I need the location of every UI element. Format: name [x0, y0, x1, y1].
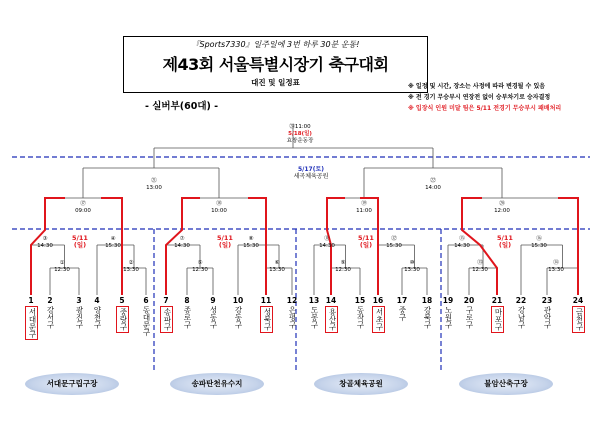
team-name: 용산구 — [325, 306, 338, 333]
note-entrance: ※ 입장식 인원 미달 팀은 5/11 전경기 무승부시 패배처리 — [408, 105, 562, 112]
final-time: 11:00 — [294, 124, 311, 130]
match-number: ⑧ — [248, 236, 254, 242]
team-name: 금천구 — [572, 306, 585, 333]
team-number: 1 — [28, 296, 34, 305]
match-number: ⑲ — [361, 201, 367, 207]
team-name: 송파구 — [160, 306, 173, 333]
slogan: 『Sports7330』일주일에 3번 하루 30분 운동! — [191, 40, 360, 49]
quarter-match — [484, 201, 520, 215]
round2-match — [376, 236, 412, 250]
team-number: 6 — [143, 296, 149, 305]
team-name: 노원구 — [444, 306, 453, 329]
quarter-match — [65, 201, 101, 215]
team-number: 17 — [396, 296, 408, 305]
match-time: 14:30 — [37, 243, 53, 249]
semi-date: 5/17(토) — [298, 166, 324, 173]
team-number: 2 — [47, 296, 53, 305]
team-number: 24 — [572, 296, 584, 305]
note-penalty: ※ 전 경기 무승부시 연장전 없이 승부차기로 승자결정 — [408, 94, 551, 101]
round2-match — [95, 236, 131, 250]
round2-match — [164, 236, 200, 250]
team-name: 강서구 — [46, 306, 55, 329]
match-time: 09:00 — [75, 208, 91, 214]
match-time: 12:30 — [335, 267, 351, 273]
team-name: 구로구 — [465, 306, 474, 329]
page-title: 제43회 서울특별시장기 축구대회 — [162, 55, 389, 74]
team-name: 양천구 — [93, 306, 102, 329]
team-name: 도봉구 — [310, 306, 319, 329]
match-time: 14:30 — [454, 243, 470, 249]
match-time: 14:30 — [174, 243, 190, 249]
team-number: 3 — [76, 296, 82, 305]
match-time: 12:30 — [192, 267, 208, 273]
team-number: 15 — [354, 296, 366, 305]
team-number: 19 — [442, 296, 454, 305]
team-name: 서대문구 — [25, 306, 38, 340]
match-time: 10:00 — [211, 208, 227, 214]
round1-match — [113, 260, 149, 274]
semi-match — [136, 178, 172, 192]
team-name: 동작구 — [356, 306, 365, 329]
final-match — [270, 124, 330, 145]
team-name: 종로구 — [183, 306, 192, 329]
team-number: 12 — [286, 296, 298, 305]
winner-path — [558, 198, 578, 295]
match-time: 12:00 — [494, 208, 510, 214]
match-number: ㉒ — [430, 178, 436, 184]
round-date: 5/11 (일) — [497, 234, 513, 249]
team-name: 성북구 — [260, 306, 273, 333]
team-name: 관악구 — [543, 306, 552, 329]
team-name: 마포구 — [491, 306, 504, 333]
match-time: 13:00 — [146, 185, 162, 191]
match-number: ① — [59, 260, 65, 266]
team-number: 4 — [94, 296, 100, 305]
round1-match — [44, 260, 80, 274]
team-number: 5 — [119, 296, 125, 305]
team-number: 23 — [541, 296, 553, 305]
team-name: 강남구 — [517, 306, 526, 329]
team-number: 7 — [163, 296, 169, 305]
match-number: ⑪ — [324, 236, 330, 242]
division-label: - 실버부(60대) - — [145, 101, 219, 112]
team-name: 성동구 — [209, 306, 218, 329]
match-number: ④ — [110, 236, 116, 242]
match-number: ⑨ — [340, 260, 346, 266]
round1-match — [182, 260, 218, 274]
team-number: 8 — [184, 296, 190, 305]
quarter-match — [201, 201, 237, 215]
round-date: 5/11 (일) — [358, 234, 374, 249]
match-number: ⑫ — [391, 236, 397, 242]
team-number: 10 — [232, 296, 244, 305]
team-name: 광진구 — [75, 306, 84, 329]
round1-match — [325, 260, 361, 274]
match-number: ⑱ — [216, 201, 222, 207]
team-name: 동대문구 — [142, 306, 151, 336]
match-time: 12:30 — [54, 267, 70, 273]
team-name: 강북구 — [423, 306, 432, 329]
semi-match — [415, 178, 451, 192]
match-time: 13:30 — [404, 267, 420, 273]
page-subtitle: 대진 및 일정표 — [251, 78, 300, 87]
round2-match — [444, 236, 480, 250]
team-number: 11 — [260, 296, 272, 305]
match-time: 11:00 — [356, 208, 372, 214]
match-time: 13:30 — [548, 267, 564, 273]
team-number: 13 — [308, 296, 320, 305]
match-time: 13:30 — [123, 267, 139, 273]
match-time: 14:00 — [425, 185, 441, 191]
match-number: ⑦ — [179, 236, 185, 242]
team-name: 중구 — [398, 306, 407, 321]
round1-match — [462, 260, 498, 274]
team-number: 14 — [325, 296, 337, 305]
round-date: 5/11 (일) — [72, 234, 88, 249]
team-number: 21 — [491, 296, 503, 305]
team-name: 강동구 — [234, 306, 243, 329]
match-number: ② — [128, 260, 134, 266]
match-number: ⑤ — [197, 260, 203, 266]
venue-seodaemun: 서대문구립구장 — [25, 373, 119, 395]
round1-match — [259, 260, 295, 274]
match-number: ⑭ — [553, 260, 559, 266]
match-number: ⑳ — [499, 201, 505, 207]
match-number: ⑥ — [274, 260, 280, 266]
final-date: 5/18(일) — [288, 131, 312, 137]
match-time: 12:30 — [472, 267, 488, 273]
semi-venue: 세곡체육공원 — [293, 173, 329, 180]
venue-buramsan: 불암산축구장 — [459, 373, 553, 395]
team-name: 서초구 — [372, 306, 385, 333]
team-name: 중랑구 — [116, 306, 129, 333]
round2-match — [27, 236, 63, 250]
team-number: 9 — [210, 296, 216, 305]
round2-match — [521, 236, 557, 250]
match-time: 13:30 — [269, 267, 285, 273]
team-number: 22 — [515, 296, 527, 305]
round2-match — [309, 236, 345, 250]
match-number: ㉑ — [151, 178, 157, 184]
note-schedule: ※ 일정 및 시간, 장소는 사정에 따라 변경될 수 있음 — [408, 83, 546, 90]
match-time: 15:30 — [531, 243, 547, 249]
match-number: ⑬ — [477, 260, 483, 266]
final-venue: 효창운동장 — [286, 138, 314, 144]
venue-songpa: 송파탄천유수지 — [170, 373, 264, 395]
team-number: 16 — [372, 296, 384, 305]
match-time: 15:30 — [105, 243, 121, 249]
match-time: 15:30 — [243, 243, 259, 249]
match-number: ③ — [42, 236, 48, 242]
team-number: 20 — [463, 296, 475, 305]
round1-match — [538, 260, 574, 274]
match-number: ⑩ — [409, 260, 415, 266]
semi-info — [286, 166, 336, 180]
match-number: ⑰ — [80, 201, 86, 207]
final-num: ㉓ — [289, 124, 295, 130]
round1-match — [394, 260, 430, 274]
match-time: 15:30 — [386, 243, 402, 249]
match-number: ⑯ — [536, 236, 542, 242]
team-number: 18 — [421, 296, 433, 305]
quarter-match — [346, 201, 382, 215]
team-name: 은평구 — [288, 306, 297, 329]
match-time: 14:30 — [319, 243, 335, 249]
round-date: 5/11 (일) — [217, 234, 233, 249]
match-number: ⑮ — [459, 236, 465, 242]
venue-changgol: 창골체육공원 — [314, 373, 408, 395]
